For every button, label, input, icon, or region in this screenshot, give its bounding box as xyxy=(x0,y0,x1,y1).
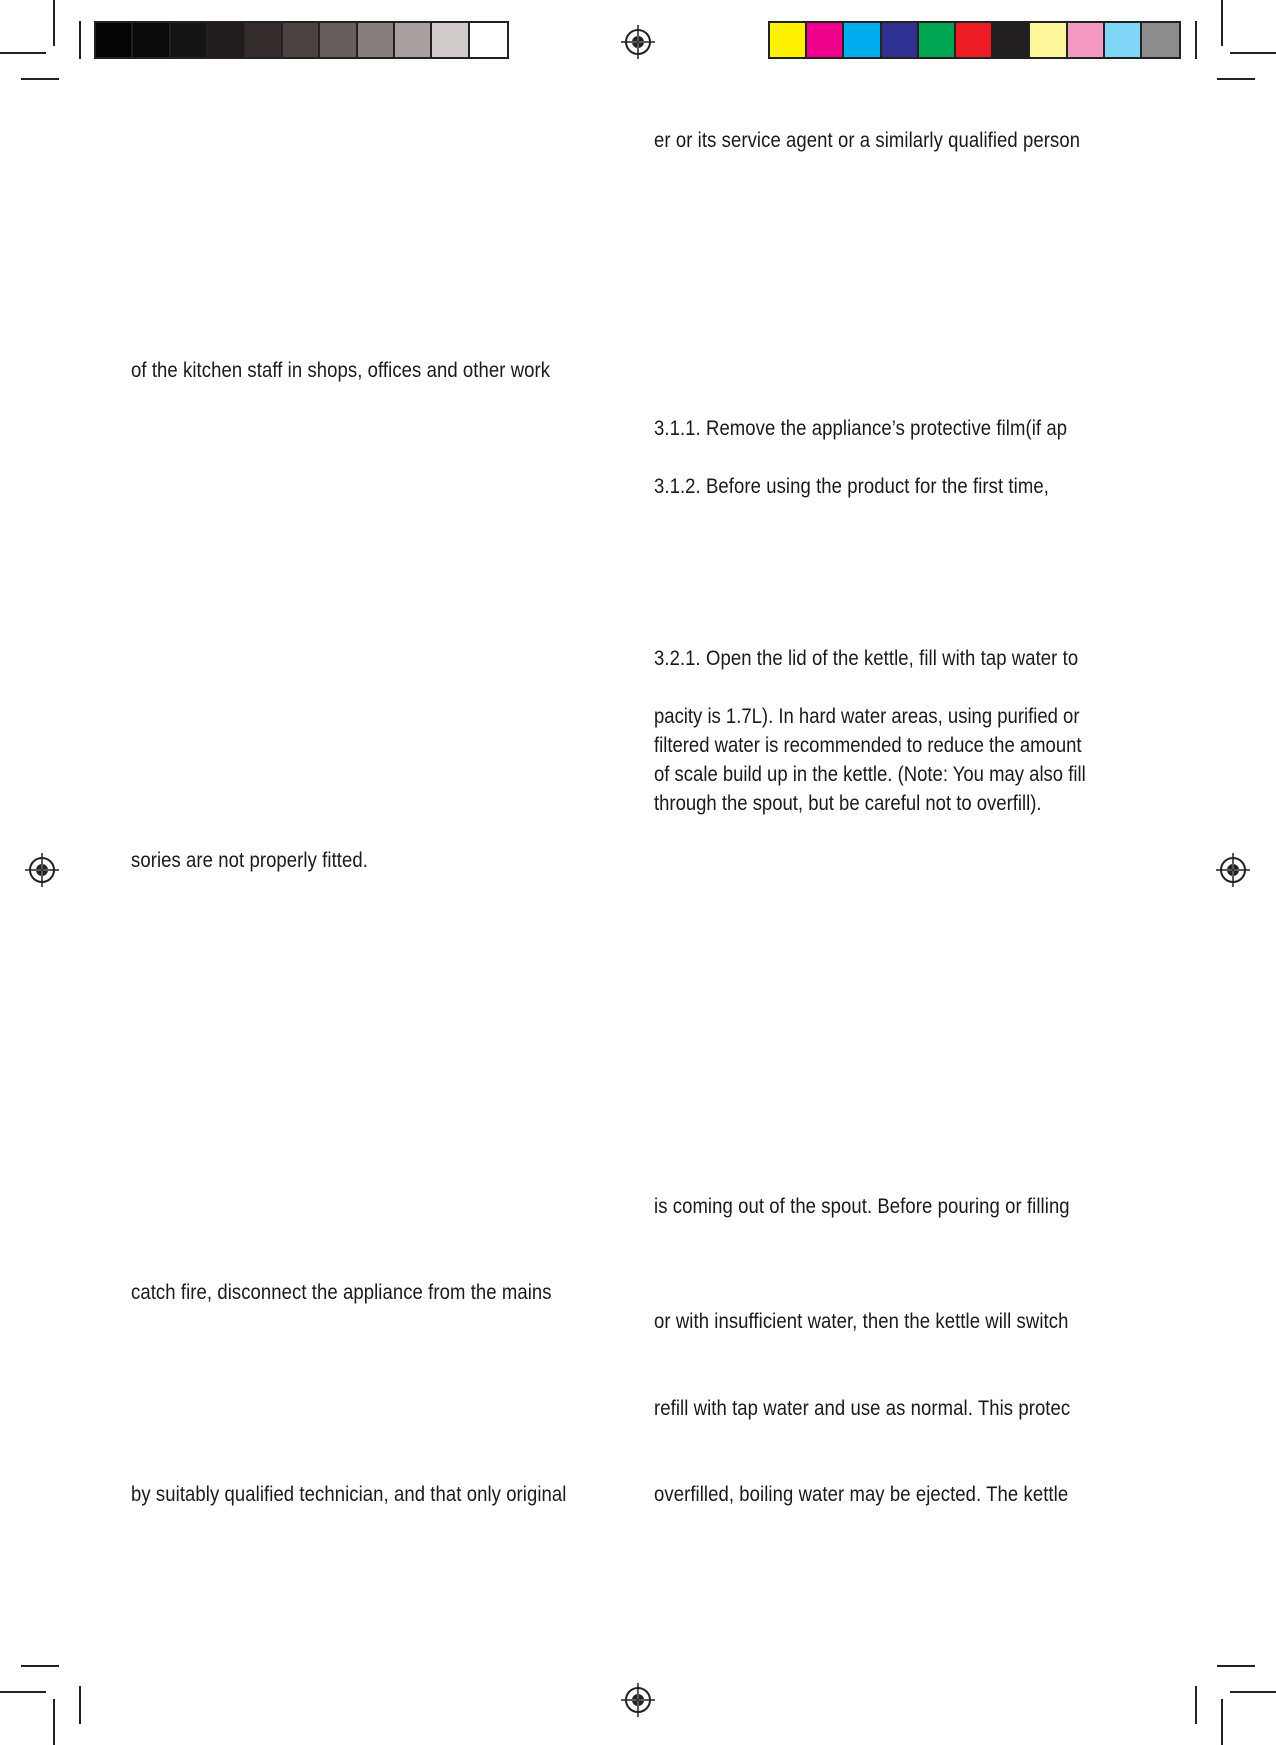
text-line: by suitably qualified technician, and that only original xyxy=(131,1482,567,1506)
color-swatch xyxy=(432,23,469,57)
color-swatch xyxy=(208,23,245,57)
crop-mark-bl-h xyxy=(0,1691,46,1693)
crop-mark-tl-h xyxy=(0,52,46,54)
color-swatch xyxy=(1030,23,1067,57)
text-line: is coming out of the spout. Before pouring or filling xyxy=(654,1194,1070,1218)
color-swatch xyxy=(993,23,1030,57)
text-line: filtered water is recommended to reduce the amount xyxy=(654,733,1082,757)
color-swatch xyxy=(283,23,320,57)
color-swatch xyxy=(96,23,133,57)
grayscale-swatch-bar xyxy=(94,21,509,59)
text-line: pacity is 1.7L). In hard water areas, using purified or xyxy=(654,704,1080,728)
text-line: through the spout, but be careful not to overfill). xyxy=(654,791,1042,815)
color-swatch xyxy=(245,23,282,57)
crop-mark-tl-v2 xyxy=(79,21,81,59)
color-swatch xyxy=(807,23,844,57)
crop-mark-bl-v xyxy=(53,1699,55,1745)
color-swatch xyxy=(1068,23,1105,57)
text-line: or with insufficient water, then the kettle will switch xyxy=(654,1309,1069,1333)
crop-mark-tr-h xyxy=(1230,52,1276,54)
crop-mark-bl-v2 xyxy=(79,1686,81,1724)
color-swatch xyxy=(1105,23,1142,57)
text-line: 3.2.1. Open the lid of the kettle, fill with tap water to xyxy=(654,646,1079,670)
color-swatch xyxy=(956,23,993,57)
color-swatch xyxy=(470,23,507,57)
color-swatch xyxy=(844,23,881,57)
text-paragraph xyxy=(654,702,1153,818)
text-line: sories are not properly fitted. xyxy=(131,848,368,872)
text-line: of scale build up in the kettle. (Note: You may also fill xyxy=(654,762,1086,786)
color-swatch xyxy=(770,23,807,57)
color-swatch xyxy=(882,23,919,57)
color-swatch xyxy=(358,23,395,57)
registration-crosshair-icon xyxy=(621,25,655,59)
registration-crosshair-icon xyxy=(1216,853,1250,887)
registration-crosshair-icon xyxy=(621,1683,655,1717)
registration-crosshair-icon xyxy=(25,853,59,887)
color-swatch xyxy=(133,23,170,57)
crop-mark-tr-h2 xyxy=(1217,78,1255,80)
text-line: 3.1.2. Before using the product for the first time, xyxy=(654,474,1049,498)
crop-mark-br-v2 xyxy=(1195,1686,1197,1724)
color-swatch xyxy=(171,23,208,57)
crop-mark-br-h2 xyxy=(1217,1665,1255,1667)
text-line: catch fire, disconnect the appliance from the mains xyxy=(131,1280,552,1304)
color-swatch xyxy=(395,23,432,57)
color-swatch xyxy=(320,23,357,57)
crop-mark-bl-h2 xyxy=(21,1665,59,1667)
text-line: overfilled, boiling water may be ejected. The kettle xyxy=(654,1482,1069,1506)
color-swatch xyxy=(1142,23,1179,57)
text-line: refill with tap water and use as normal. This protec xyxy=(654,1396,1071,1420)
crop-mark-tr-v xyxy=(1221,0,1223,46)
crop-mark-tr-v2 xyxy=(1195,21,1197,59)
crop-mark-br-v xyxy=(1221,1699,1223,1745)
text-line: of the kitchen staff in shops, offices and other work xyxy=(131,358,551,382)
crop-mark-tl-h2 xyxy=(21,78,59,80)
text-line: 3.1.1. Remove the appliance’s protective film(if ap xyxy=(654,416,1068,440)
crop-mark-tl-v xyxy=(53,0,55,46)
text-line: er or its service agent or a similarly qualified person xyxy=(654,128,1081,152)
color-swatch-bar xyxy=(768,21,1181,59)
crop-mark-br-h xyxy=(1230,1691,1276,1693)
color-swatch xyxy=(919,23,956,57)
